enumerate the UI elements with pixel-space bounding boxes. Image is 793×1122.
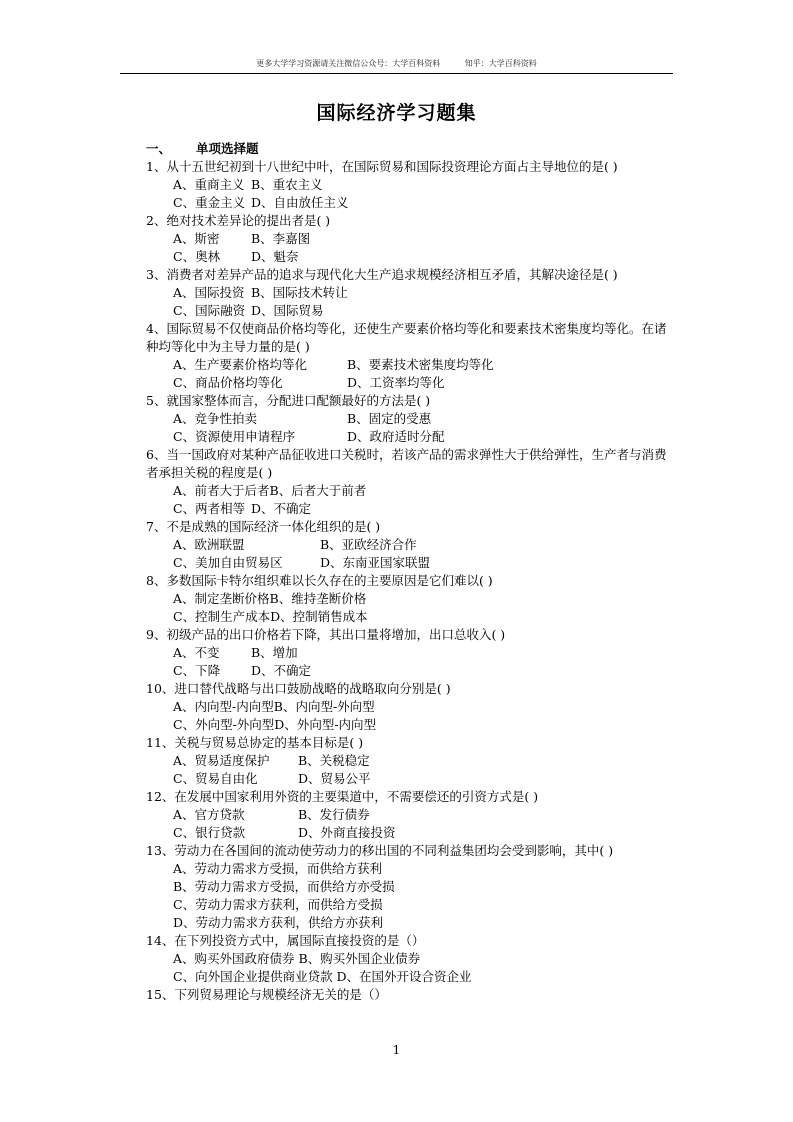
option-text: A、劳动力需求方受损，而供给方获利	[173, 861, 383, 876]
question-stem: 15、下列贸易理论与规模经济无关的是（）	[146, 987, 387, 1002]
page-number: 1	[392, 1043, 401, 1057]
question-item	[146, 392, 674, 446]
option-row	[146, 716, 674, 734]
section-label: 单项选择题	[196, 141, 259, 156]
option-row	[146, 698, 674, 716]
question-stem: 2、绝对技术差异论的提出者是( )	[146, 213, 331, 228]
option-text: D、外向型-内向型	[274, 717, 377, 732]
option-text: D、贸易公平	[298, 771, 371, 786]
section-heading	[146, 140, 674, 158]
option-text: C、控制生产成本	[173, 609, 271, 624]
question-item	[146, 986, 674, 1004]
option-text: B、内向型-外向型	[273, 699, 375, 714]
section-number: 一、	[146, 141, 172, 156]
option-text: D、不确定	[251, 663, 312, 678]
question-item	[146, 680, 674, 734]
question-stem: 4、国际贸易不仅使商品价格均等化，还使生产要素价格均等化和要素技术密集度均等化。在诸种均等化中为主导力量的是( )	[146, 321, 667, 354]
option-text: C、商品价格均等化	[173, 375, 283, 390]
option-row	[146, 554, 674, 572]
question-stem: 7、不是成熟的国际经济一体化组织的是( )	[146, 519, 381, 534]
option-row	[146, 500, 674, 518]
question-stem: 14、在下列投资方式中，属国际直接投资的是（）	[146, 933, 425, 948]
option-row	[146, 230, 674, 248]
option-text: C、贸易自由化	[173, 771, 258, 786]
question-item	[146, 734, 674, 788]
question-item	[146, 158, 674, 212]
option-row	[146, 608, 674, 626]
option-text: B、要素技术密集度均等化	[347, 357, 494, 372]
header-right-text: 知乎：大学百科资料	[464, 59, 537, 68]
option-text: D、国际贸易	[251, 303, 324, 318]
option-row	[146, 752, 674, 770]
option-row	[146, 662, 674, 680]
option-text: B、重农主义	[251, 177, 323, 192]
option-row	[146, 284, 674, 302]
option-text: A、不变	[173, 645, 220, 660]
question-item	[146, 446, 674, 518]
option-text: D、工资率均等化	[347, 375, 445, 390]
option-text: A、购买外国政府债券 B、购买外国企业债券	[173, 951, 421, 966]
question-item	[146, 626, 674, 680]
option-row	[146, 428, 674, 446]
page-header	[120, 58, 673, 69]
option-text: A、斯密	[173, 231, 220, 246]
option-row	[146, 410, 674, 428]
option-text: C、国际融资	[173, 303, 246, 318]
option-row	[146, 950, 674, 968]
option-row	[146, 860, 674, 878]
question-stem: 10、进口替代战略与出口鼓励战略的战略取向分别是( )	[146, 681, 451, 696]
question-item	[146, 212, 674, 266]
question-item	[146, 320, 674, 392]
question-item	[146, 572, 674, 626]
option-text: D、魁奈	[251, 249, 299, 264]
option-row	[146, 896, 674, 914]
question-stem: 13、劳动力在各国间的流动使劳动力的移出国的不同利益集团均会受到影响，其中( )	[146, 843, 614, 858]
option-row	[146, 536, 674, 554]
option-text: C、美加自由贸易区	[173, 555, 283, 570]
question-item	[146, 518, 674, 572]
option-text: C、银行贷款	[173, 825, 246, 840]
option-text: B、劳动力需求方受损，而供给方亦受损	[173, 879, 395, 894]
option-text: B、发行债券	[298, 807, 370, 822]
question-stem: 9、初级产品的出口价格若下降，其出口量将增加，出口总收入( )	[146, 627, 506, 642]
option-text: C、劳动力需求方获利，而供给方受损	[173, 897, 383, 912]
option-row	[146, 806, 674, 824]
option-text: B、增加	[251, 645, 298, 660]
option-row	[146, 590, 674, 608]
option-text: B、李嘉图	[251, 231, 311, 246]
option-text: A、重商主义	[173, 177, 245, 192]
question-stem: 5、就国家整体而言，分配进口配额最好的方法是( )	[146, 393, 431, 408]
question-stem: 6、当一国政府对某种产品征收进口关税时，若该产品的需求弹性大于供给弹性，生产者与消费者承担关税的程度是( )	[146, 447, 667, 480]
option-row	[146, 824, 674, 842]
option-text: B、固定的受惠	[347, 411, 432, 426]
option-text: C、向外国企业提供商业贷款 D、在国外开设合资企业	[173, 969, 472, 984]
option-text: A、前者大于后者	[173, 483, 270, 498]
question-stem: 11、关税与贸易总协定的基本目标是( )	[146, 735, 364, 750]
question-stem: 12、在发展中国家利用外资的主要渠道中，不需要偿还的引资方式是( )	[146, 789, 539, 804]
option-row	[146, 878, 674, 896]
option-row	[146, 770, 674, 788]
option-row	[146, 302, 674, 320]
option-text: B、亚欧经济合作	[320, 537, 417, 552]
option-row	[146, 194, 674, 212]
option-row	[146, 482, 674, 500]
question-list	[146, 140, 674, 1004]
option-text: B、关税稳定	[298, 753, 370, 768]
option-row	[146, 968, 674, 986]
option-text: D、政府适时分配	[347, 429, 445, 444]
option-row	[146, 644, 674, 662]
question-item	[146, 932, 674, 986]
question-stem: 3、消费者对差异产品的追求与现代化大生产追求规模经济相互矛盾，其解决途径是( )	[146, 267, 618, 282]
question-stem: 1、从十五世纪初到十八世纪中叶，在国际贸易和国际投资理论方面占主导地位的是( )	[146, 159, 618, 174]
question-item	[146, 266, 674, 320]
option-text: D、控制销售成本	[270, 609, 368, 624]
option-text: C、两者相等	[173, 501, 246, 516]
option-text: A、欧洲联盟	[173, 537, 245, 552]
option-text: A、官方贷款	[173, 807, 245, 822]
option-text: D、自由放任主义	[251, 195, 349, 210]
option-row	[146, 356, 674, 374]
option-text: C、下降	[173, 663, 221, 678]
question-stem: 8、多数国际卡特尔组织难以长久存在的主要原因是它们难以( )	[146, 573, 493, 588]
option-text: B、国际技术转让	[251, 285, 348, 300]
option-text: A、国际投资	[173, 285, 245, 300]
option-row	[146, 248, 674, 266]
option-text: A、内向型-内向型	[173, 699, 274, 714]
option-text: D、外商直接投资	[298, 825, 396, 840]
page-title: 国际经济学习题集	[316, 102, 477, 124]
option-row	[146, 914, 674, 932]
option-text: A、生产要素价格均等化	[173, 357, 308, 372]
question-item	[146, 788, 674, 842]
option-text: C、奥林	[173, 249, 221, 264]
option-text: C、外向型-外向型	[173, 717, 275, 732]
option-text: A、贸易适度保护	[173, 753, 270, 768]
option-text: C、资源使用申请程序	[173, 429, 296, 444]
option-text: A、竞争性拍卖	[173, 411, 258, 426]
option-text: D、劳动力需求方获利，供给方亦获利	[173, 915, 384, 930]
header-left-text: 更多大学学习资源请关注微信公众号：大学百科资料	[256, 59, 441, 68]
header-divider	[120, 73, 673, 74]
option-text: D、东南亚国家联盟	[320, 555, 431, 570]
option-text: C、重金主义	[173, 195, 246, 210]
option-text: A、制定垄断价格	[173, 591, 270, 606]
option-text: D、不确定	[251, 501, 312, 516]
question-item	[146, 842, 674, 932]
option-text: B、维持垄断价格	[269, 591, 367, 606]
option-row	[146, 176, 674, 194]
option-text: B、后者大于前者	[269, 483, 367, 498]
option-row	[146, 374, 674, 392]
